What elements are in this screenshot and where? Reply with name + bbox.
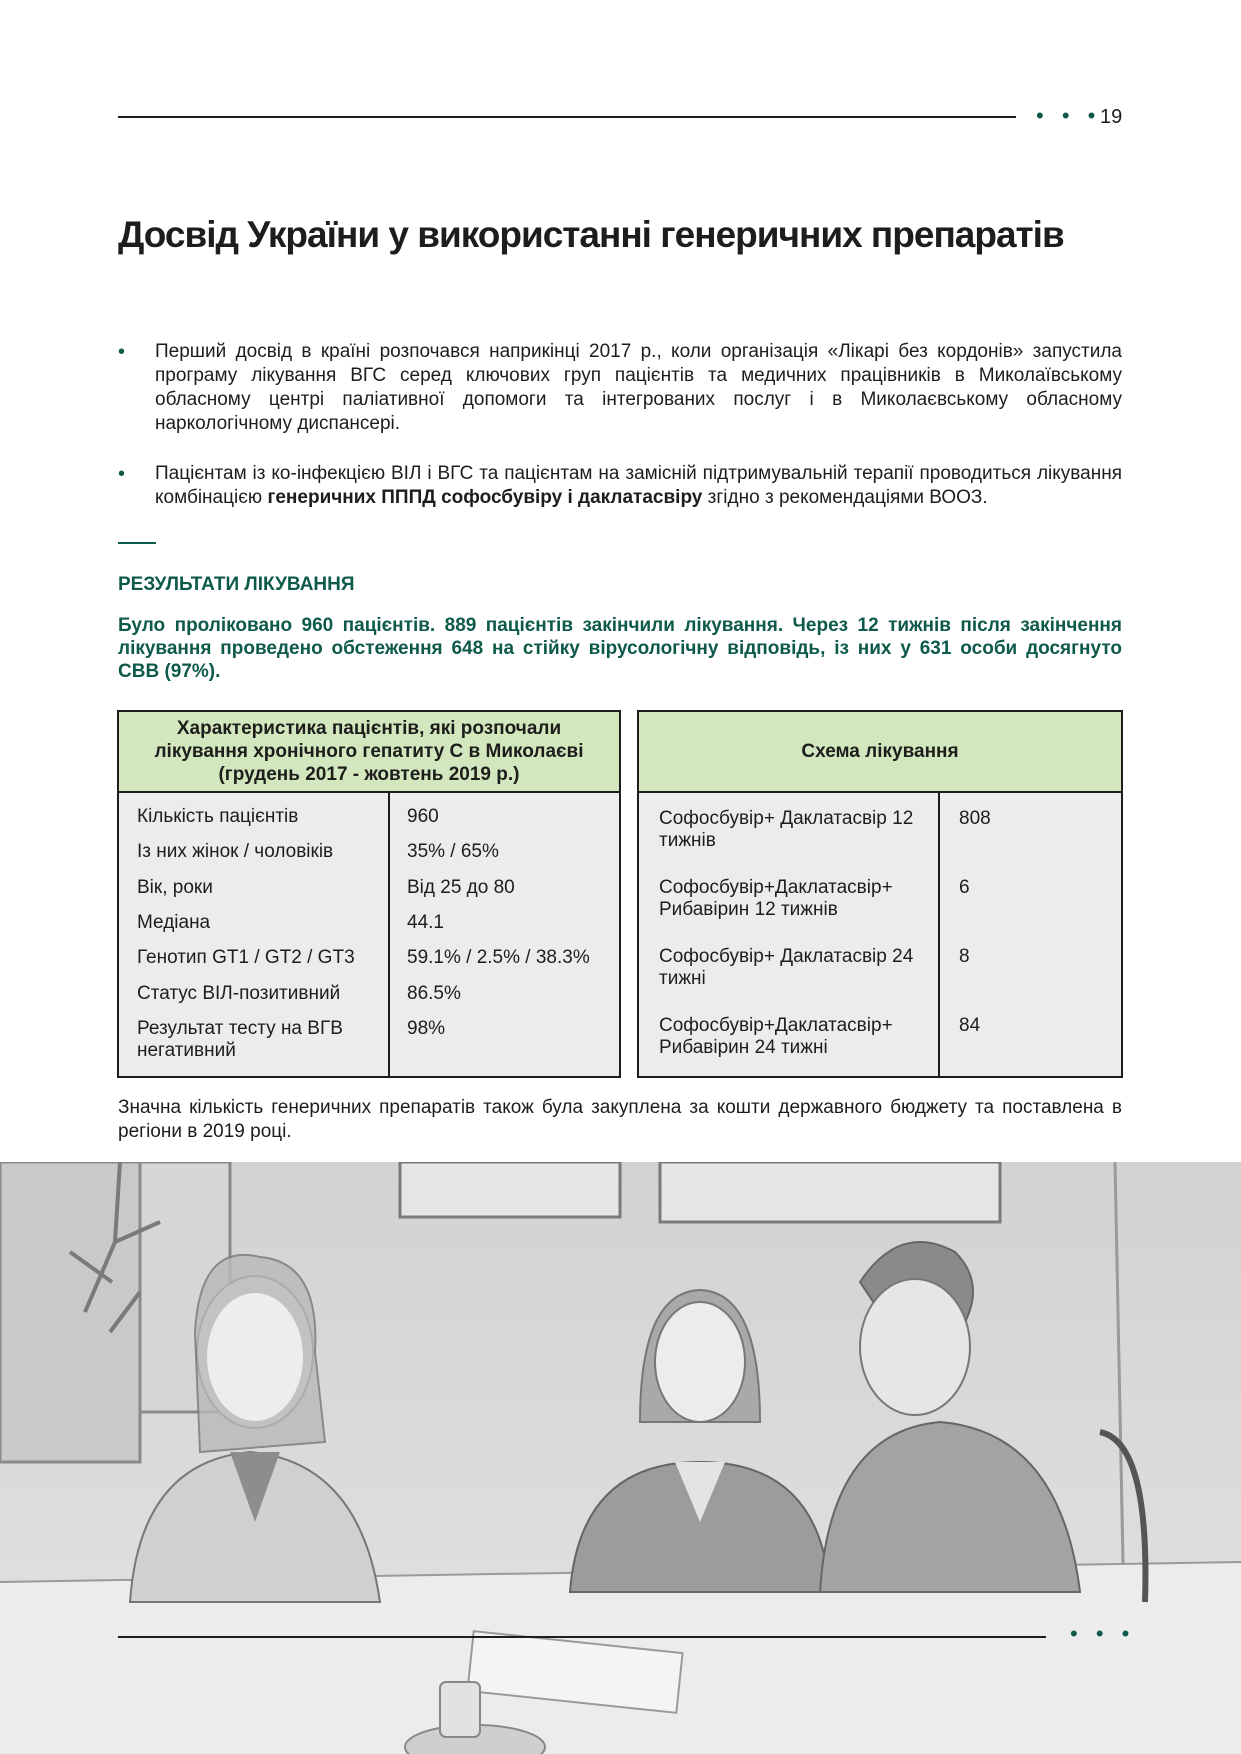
row-value: 59.1% / 2.5% / 38.3% (407, 947, 590, 968)
row-label: Софосбувір+Даклатасвір+ Рибавірин 12 тижнів (659, 877, 893, 920)
row-label: Софосбувір+ Даклатасвір 12 тижнів (659, 808, 914, 851)
bullet-list (118, 340, 1122, 536)
page-number: 19 (1100, 106, 1123, 128)
footer-dots: • • • (1070, 1621, 1136, 1646)
page-title: Досвід України у використанні генеричних препаратів (118, 214, 1064, 255)
row-label: Результат тесту на ВГВ негативний (137, 1018, 343, 1061)
row-value: Від 25 до 80 (407, 877, 515, 898)
row-value: 808 (959, 808, 991, 829)
row-value: 44.1 (407, 912, 444, 933)
row-value: 86.5% (407, 983, 461, 1004)
sketch-image (0, 1162, 1241, 1754)
results-summary: Було проліковано 960 пацієнтів. 889 пацієнтів закінчили лікування. Через 12 тижнів після закінчення лікування проведено обстеження 648 на стійку вірусологічну відповідь, із них у 631 особи досягнуто СВВ (97%). (118, 615, 1122, 682)
header-dots: • • • (1036, 103, 1102, 128)
bullet-icon: • (118, 463, 126, 485)
header-rule (118, 116, 1016, 118)
row-label: Генотип GT1 / GT2 / GT3 (137, 947, 355, 968)
funding-note: Значна кількість генеричних препаратів також була закуплена за кошти державного бюджету та поставлена в регіони в 2019 році. (118, 1097, 1122, 1142)
results-heading: РЕЗУЛЬТАТИ ЛІКУВАННЯ (118, 574, 355, 595)
row-value: 98% (407, 1018, 446, 1039)
table-divider (388, 791, 390, 1076)
scheme-table (637, 710, 1123, 1078)
list-item (118, 340, 1122, 436)
row-label: Кількість пацієнтів (137, 806, 299, 827)
list-item (118, 462, 1122, 510)
row-label: Із них жінок / чоловіків (137, 841, 334, 862)
pencil-illustration (0, 1162, 1241, 1754)
row-value: 6 (959, 877, 970, 898)
scheme-table-header: Схема лікування (639, 712, 1121, 793)
row-value: 84 (959, 1015, 981, 1036)
patients-table-header: Характеристика пацієнтів, які розпочали лікування хронічного гепатиту С в Миколаєві (грудень 2017 - жовтень 2019 р.) (119, 712, 619, 793)
row-value: 960 (407, 806, 439, 827)
row-label: Статус ВІЛ-позитивний (137, 983, 341, 1004)
row-value: 35% / 65% (407, 841, 499, 862)
bullet-text: Пацієнтам із ко-інфекцією ВІЛ і ВГС та пацієнтам на замісній підтримувальній терапії проводиться лікування комбінацією (155, 463, 1122, 508)
section-divider (118, 542, 156, 544)
row-label: Софосбувір+Даклатасвір+ Рибавірин 24 тижні (659, 1015, 893, 1058)
row-label: Вік, роки (137, 877, 213, 898)
footer-rule (118, 1636, 1046, 1638)
row-value: 8 (959, 946, 970, 967)
bullet-text-bold: генеричних ПППД софосбувіру і даклатасвіру (267, 487, 703, 508)
table-divider (938, 791, 940, 1076)
bullet-icon: • (118, 341, 126, 363)
bullet-text-end: згідно з рекомендаціями ВООЗ. (702, 487, 988, 508)
patients-table (117, 710, 621, 1078)
bullet-text: Перший досвід в країні розпочався наприкінці 2017 р., коли організація «Лікарі без кордонів» запустила програму лікування ВГС серед ключових груп пацієнтів та медичних працівників в Миколаївському обласному центрі паліативної допомоги та інтегрованих послуг і в Миколаєвському обласному наркологічному диспансері. (155, 341, 1122, 434)
row-label: Софосбувір+ Даклатасвір 24 тижні (659, 946, 914, 989)
row-label: Медіана (137, 912, 211, 933)
